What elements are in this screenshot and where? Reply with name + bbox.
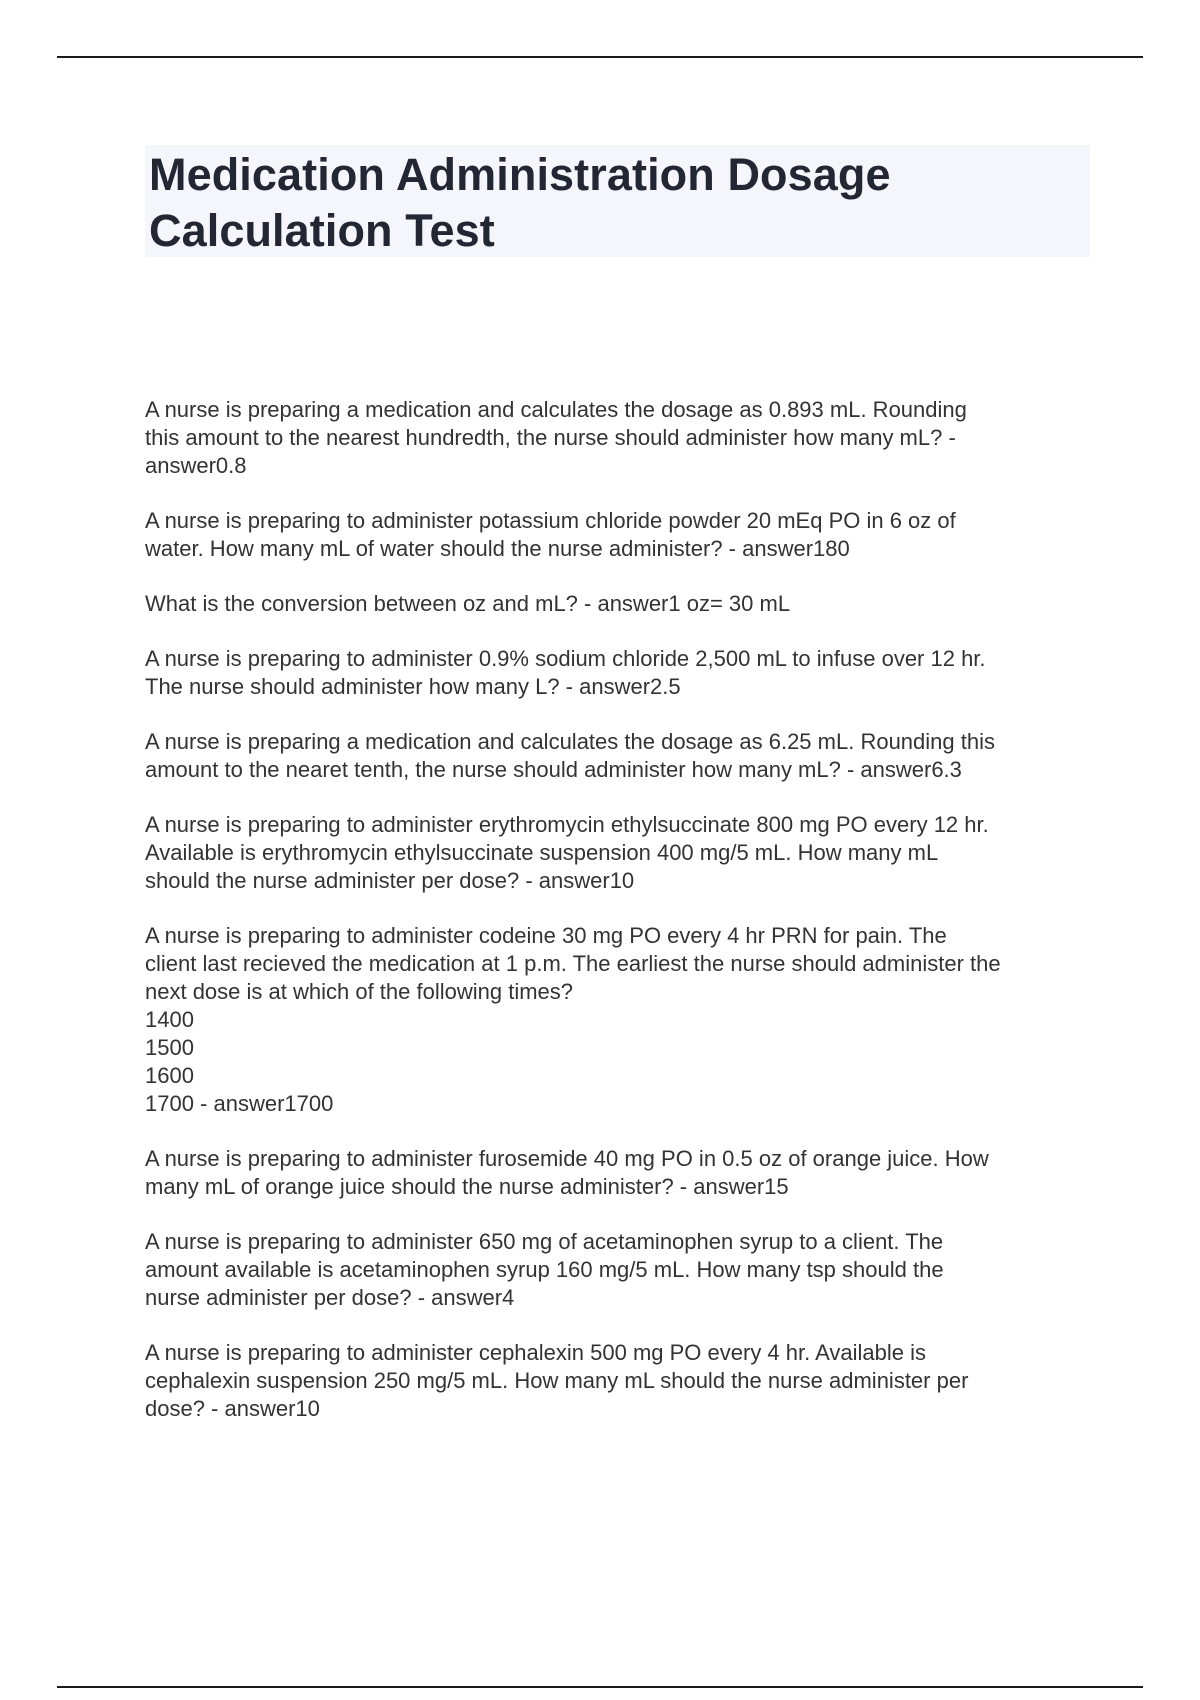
question-list — [145, 396, 1090, 1450]
qa-line: 1400 — [145, 1007, 194, 1032]
qa-line: A nurse is preparing to administer 0.9% sodium chloride 2,500 mL to infuse over 12 hr. — [145, 646, 986, 671]
qa-line: amount available is acetaminophen syrup 160 mg/5 mL. How many tsp should the — [145, 1257, 944, 1282]
qa-line: A nurse is preparing to administer erythromycin ethylsuccinate 800 mg PO every 12 hr. — [145, 812, 989, 837]
document-title — [149, 147, 1086, 259]
qa-line: A nurse is preparing to administer codeine 30 mg PO every 4 hr PRN for pain. The — [145, 923, 947, 948]
qa-line: 1700 - answer1700 — [145, 1091, 334, 1116]
qa-entry — [145, 645, 1090, 701]
qa-line: A nurse is preparing to administer cephalexin 500 mg PO every 4 hr. Available is — [145, 1340, 927, 1365]
qa-line: water. How many mL of water should the nurse administer? - answer180 — [145, 536, 850, 561]
qa-line: client last recieved the medication at 1 p.m. The earliest the nurse should administer the — [145, 951, 1001, 976]
qa-line: A nurse is preparing a medication and calculates the dosage as 6.25 mL. Rounding this — [145, 729, 995, 754]
qa-line: amount to the nearet tenth, the nurse should administer how many mL? - answer6.3 — [145, 757, 962, 782]
qa-line: A nurse is preparing to administer potassium chloride powder 20 mEq PO in 6 oz of — [145, 508, 956, 533]
qa-entry — [145, 507, 1090, 563]
qa-line: dose? - answer10 — [145, 1396, 320, 1421]
qa-line: The nurse should administer how many L? - answer2.5 — [145, 674, 681, 699]
qa-entry — [145, 728, 1090, 784]
qa-entry — [145, 1145, 1090, 1201]
qa-line: many mL of orange juice should the nurse administer? - answer15 — [145, 1174, 789, 1199]
qa-line: should the nurse administer per dose? - answer10 — [145, 868, 635, 893]
qa-line: 1500 — [145, 1035, 194, 1060]
qa-line: Available is erythromycin ethylsuccinate suspension 400 mg/5 mL. How many mL — [145, 840, 939, 865]
title-line: Calculation Test — [149, 205, 495, 256]
bottom-divider — [57, 1686, 1143, 1688]
qa-line: this amount to the nearest hundredth, the nurse should administer how many mL? - — [145, 425, 956, 450]
qa-line: next dose is at which of the following times? — [145, 979, 574, 1004]
top-divider — [57, 56, 1143, 58]
qa-entry — [145, 811, 1090, 895]
qa-entry — [145, 1228, 1090, 1312]
qa-entry — [145, 396, 1090, 480]
qa-line: 1600 — [145, 1063, 194, 1088]
title-line: Medication Administration Dosage — [149, 149, 891, 200]
qa-entry — [145, 590, 1090, 618]
qa-entry — [145, 922, 1090, 1118]
qa-line: A nurse is preparing to administer furosemide 40 mg PO in 0.5 oz of orange juice. How — [145, 1146, 989, 1171]
title-banner — [145, 145, 1090, 257]
qa-entry — [145, 1339, 1090, 1423]
qa-line: What is the conversion between oz and mL? - answer1 oz= 30 mL — [145, 591, 791, 616]
qa-line: A nurse is preparing a medication and calculates the dosage as 0.893 mL. Rounding — [145, 397, 967, 422]
qa-line: nurse administer per dose? - answer4 — [145, 1285, 515, 1310]
qa-line: answer0.8 — [145, 453, 247, 478]
qa-line: cephalexin suspension 250 mg/5 mL. How many mL should the nurse administer per — [145, 1368, 969, 1393]
qa-line: A nurse is preparing to administer 650 mg of acetaminophen syrup to a client. The — [145, 1229, 944, 1254]
